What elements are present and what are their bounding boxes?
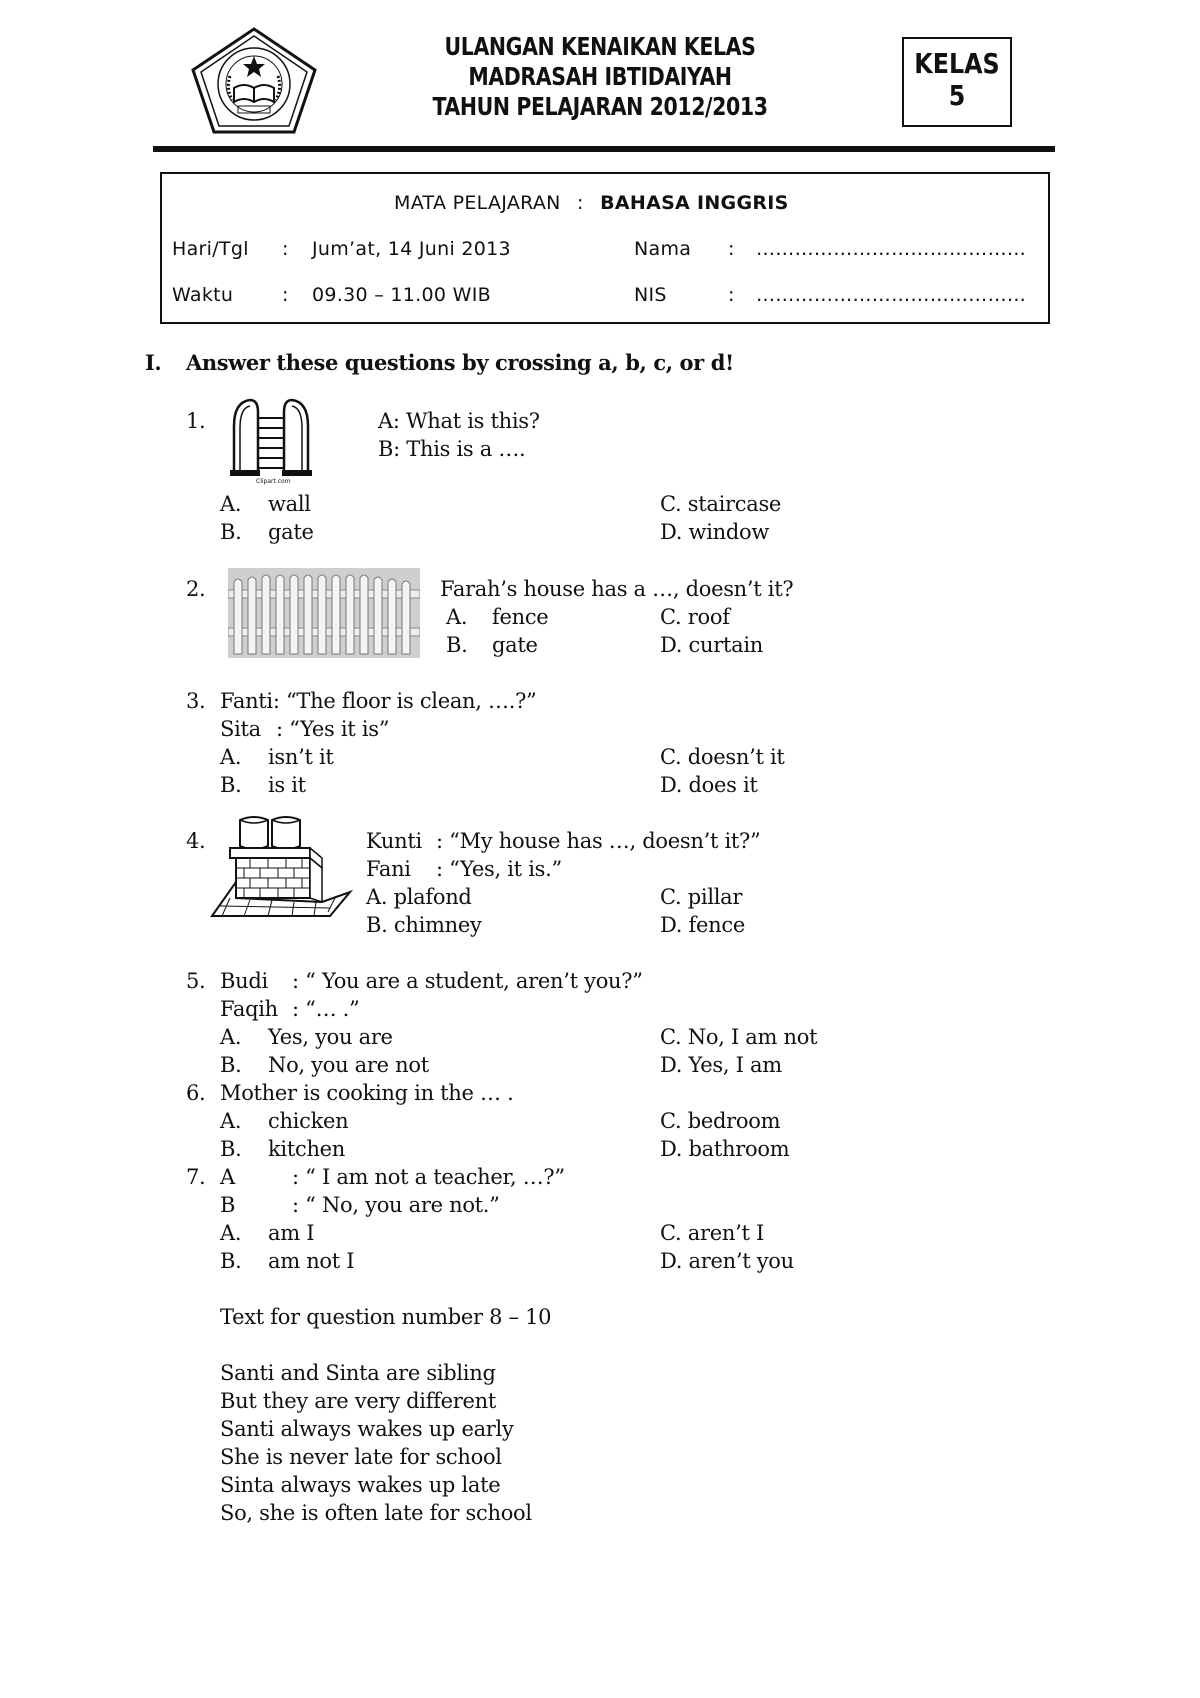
- q3-option-a-label: A.: [220, 745, 242, 769]
- q7-line-2-speaker: B: [220, 1193, 236, 1217]
- header-divider: [153, 146, 1055, 152]
- nis-colon: :: [728, 284, 735, 306]
- subject-row: [394, 192, 789, 214]
- q6-stem: Mother is cooking in the … .: [220, 1081, 514, 1105]
- q7-option-c[interactable]: C. aren’t I: [660, 1221, 764, 1245]
- exam-title: [340, 32, 860, 122]
- name-colon: :: [728, 238, 735, 260]
- q5-option-b-label: B.: [220, 1053, 242, 1077]
- class-badge-value: 5: [948, 79, 966, 112]
- q6-option-a[interactable]: chicken: [268, 1109, 349, 1133]
- q1-option-c[interactable]: C. staircase: [660, 492, 782, 516]
- date-value: Jum’at, 14 Juni 2013: [312, 238, 511, 260]
- q4-option-a[interactable]: A. plafond: [366, 885, 472, 909]
- section-instruction: Answer these questions by crossing a, b, c, or d!: [186, 350, 734, 375]
- q4-line-2: : “Yes, it is.”: [436, 857, 562, 881]
- q3-option-b-label: B.: [220, 773, 242, 797]
- q4-line-1: : “My house has …, doesn’t it?”: [436, 829, 761, 853]
- q2-option-c[interactable]: C. roof: [660, 605, 730, 629]
- q2-stem: Farah’s house has a …, doesn’t it?: [440, 577, 794, 601]
- q4-option-c[interactable]: C. pillar: [660, 885, 743, 909]
- subject-label: MATA PELAJARAN: [394, 192, 561, 214]
- q2-option-b-label: B.: [446, 633, 468, 657]
- q3-option-b[interactable]: is it: [268, 773, 306, 797]
- q4-number: 4.: [186, 829, 206, 853]
- nis-label: NIS: [634, 284, 667, 306]
- q2-option-b[interactable]: gate: [492, 633, 538, 657]
- subject-value: BAHASA INGGRIS: [600, 192, 789, 214]
- q3-option-d[interactable]: D. does it: [660, 773, 758, 797]
- name-field[interactable]: ……………………………………: [756, 238, 1027, 260]
- q4-line-2-speaker: Fani: [366, 857, 411, 881]
- passage-line-5: Sinta always wakes up late: [220, 1473, 501, 1497]
- q1-line-1: A: What is this?: [378, 409, 540, 433]
- q2-option-a[interactable]: fence: [492, 605, 549, 629]
- q4-option-b[interactable]: B. chimney: [366, 913, 482, 937]
- q3-line-1: Fanti: “The floor is clean, ….?”: [220, 689, 537, 713]
- staircase-icon: [228, 396, 314, 488]
- q7-option-a-label: A.: [220, 1221, 242, 1245]
- q6-option-b[interactable]: kitchen: [268, 1137, 346, 1161]
- date-colon: :: [282, 238, 289, 260]
- q5-number: 5.: [186, 969, 206, 993]
- exam-info-box: [160, 172, 1050, 324]
- class-badge-label: KELAS: [914, 47, 1000, 80]
- q1-option-a[interactable]: wall: [268, 492, 311, 516]
- q5-line-1: : “ You are a student, aren’t you?”: [292, 969, 643, 993]
- q5-line-2-speaker: Faqih: [220, 997, 278, 1021]
- q3-option-c[interactable]: C. doesn’t it: [660, 745, 785, 769]
- q4-line-1-speaker: Kunti: [366, 829, 422, 853]
- passage-intro: Text for question number 8 – 10: [220, 1305, 552, 1329]
- time-colon: :: [282, 284, 289, 306]
- nis-field[interactable]: ……………………………………: [756, 284, 1027, 306]
- q2-option-d[interactable]: D. curtain: [660, 633, 763, 657]
- q5-line-1-speaker: Budi: [220, 969, 268, 993]
- q6-option-d[interactable]: D. bathroom: [660, 1137, 790, 1161]
- q2-fence-image: [228, 568, 420, 658]
- exam-title-line-1: ULANGAN KENAIKAN KELAS: [444, 32, 756, 61]
- q4-option-d[interactable]: D. fence: [660, 913, 745, 937]
- q7-option-b[interactable]: am not I: [268, 1249, 355, 1273]
- q1-option-a-label: A.: [220, 492, 242, 516]
- exam-title-line-3: TAHUN PELAJARAN 2012/2013: [432, 92, 768, 121]
- exam-title-line-2: MADRASAH IBTIDAIYAH: [468, 62, 732, 91]
- name-label: Nama: [634, 238, 692, 260]
- passage-line-4: She is never late for school: [220, 1445, 502, 1469]
- class-badge: [902, 37, 1012, 127]
- date-label: Hari/Tgl: [172, 238, 249, 260]
- q6-option-c[interactable]: C. bedroom: [660, 1109, 781, 1133]
- q3-number: 3.: [186, 689, 206, 713]
- q3-line-2: : “Yes it is”: [276, 717, 390, 741]
- q5-line-2: : “… .”: [292, 997, 360, 1021]
- q5-option-b[interactable]: No, you are not: [268, 1053, 429, 1077]
- q5-option-a[interactable]: Yes, you are: [268, 1025, 393, 1049]
- q1-image-credit: Clipart.com: [256, 478, 291, 485]
- q7-number: 7.: [186, 1165, 206, 1189]
- q1-option-b-label: B.: [220, 520, 242, 544]
- time-value: 09.30 – 11.00 WIB: [312, 284, 491, 306]
- passage-line-6: So, she is often late for school: [220, 1501, 532, 1525]
- q7-line-1-speaker: A: [220, 1165, 235, 1189]
- q5-option-c[interactable]: C. No, I am not: [660, 1025, 818, 1049]
- section-number: I.: [145, 350, 162, 375]
- school-logo: [190, 26, 318, 136]
- q7-line-1: : “ I am not a teacher, …?”: [292, 1165, 565, 1189]
- q2-option-a-label: A.: [446, 605, 468, 629]
- passage-line-3: Santi always wakes up early: [220, 1417, 514, 1441]
- passage-line-2: But they are very different: [220, 1389, 496, 1413]
- chimney-icon: [210, 812, 356, 922]
- q6-option-a-label: A.: [220, 1109, 242, 1133]
- q4-chimney-image: [210, 812, 356, 922]
- q1-number: 1.: [186, 409, 206, 433]
- q6-number: 6.: [186, 1081, 206, 1105]
- passage-line-1: Santi and Sinta are sibling: [220, 1361, 496, 1385]
- fence-icon: [228, 568, 420, 658]
- pentagon-emblem-icon: [190, 26, 318, 136]
- q3-line-2-speaker: Sita: [220, 717, 261, 741]
- q3-option-a[interactable]: isn’t it: [268, 745, 334, 769]
- q1-staircase-image: [228, 396, 314, 488]
- q7-option-d[interactable]: D. aren’t you: [660, 1249, 794, 1273]
- q7-line-2: : “ No, you are not.”: [292, 1193, 500, 1217]
- q2-number: 2.: [186, 577, 206, 601]
- q7-option-a[interactable]: am I: [268, 1221, 315, 1245]
- q1-option-d[interactable]: D. window: [660, 520, 770, 544]
- time-label: Waktu: [172, 284, 234, 306]
- q5-option-d[interactable]: D. Yes, I am: [660, 1053, 782, 1077]
- subject-colon: :: [577, 192, 584, 214]
- q7-option-b-label: B.: [220, 1249, 242, 1273]
- q5-option-a-label: A.: [220, 1025, 242, 1049]
- q1-line-2: B: This is a ….: [378, 437, 526, 461]
- q1-option-b[interactable]: gate: [268, 520, 314, 544]
- q6-option-b-label: B.: [220, 1137, 242, 1161]
